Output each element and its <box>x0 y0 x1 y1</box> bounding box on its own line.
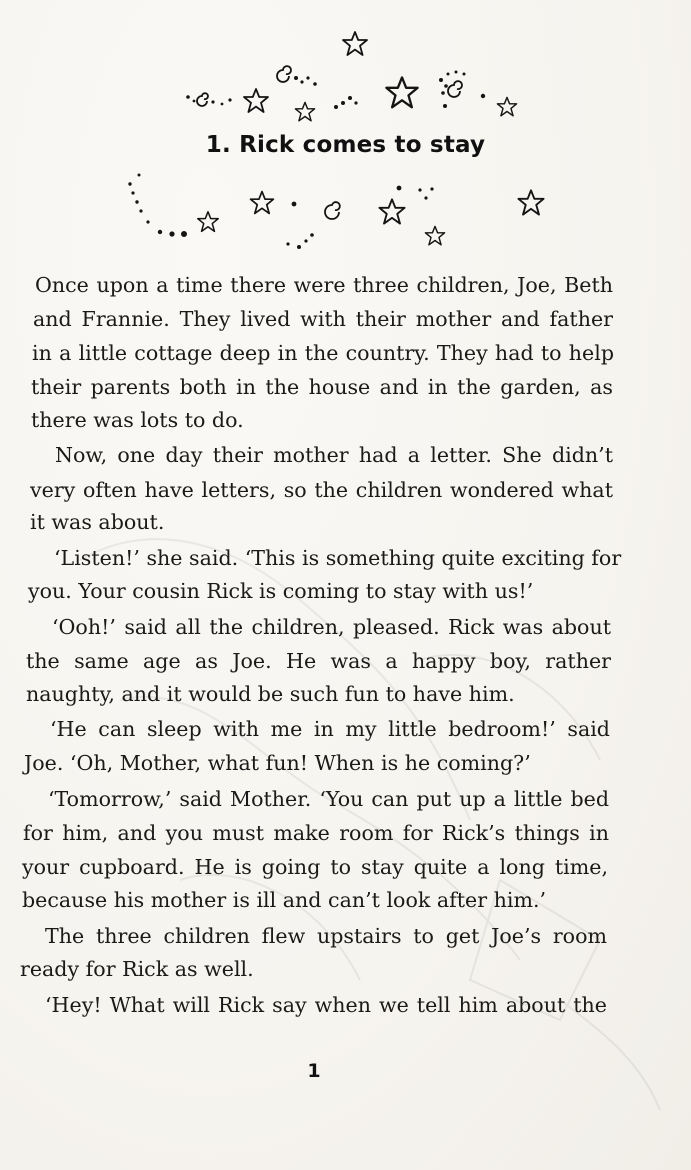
text-line: naughty, and it would be such fun to have him. <box>26 682 515 706</box>
text-line: because his mother is ill and can’t look after him.’ <box>22 888 547 912</box>
text-line: ‘Tomorrow,’ said Mother. ‘You can put up a little bed <box>48 787 609 811</box>
text-line: The three children flew upstairs to get Joe’s room <box>45 924 607 948</box>
text-line: and Frannie. They lived with their mother and father <box>33 307 613 331</box>
text-line: you. Your cousin Rick is coming to stay with us!’ <box>28 579 534 603</box>
text-line: your cupboard. He is going to stay quite a long time, <box>22 855 608 879</box>
page-number: 1 <box>307 1060 321 1082</box>
star-icon <box>518 190 543 214</box>
text-line: Joe. ‘Oh, Mother, what fun! When is he coming?’ <box>24 751 531 775</box>
text-line: it was about. <box>30 510 165 534</box>
star-icon <box>343 32 367 55</box>
chapter-title: 1. Rick comes to stay <box>205 132 486 158</box>
text-line: ‘Ooh!’ said all the children, pleased. Rick was about <box>52 615 611 639</box>
star-icon <box>244 89 268 112</box>
text-line: their parents both in the house and in the garden, as <box>31 375 613 399</box>
star-icon <box>198 212 218 232</box>
text-line: the same age as Joe. He was a happy boy, rather <box>26 649 611 673</box>
star-icon <box>379 199 404 223</box>
star-icon <box>251 192 274 214</box>
star-icon <box>295 102 314 120</box>
star-icon <box>497 97 516 115</box>
star-icon <box>425 226 444 244</box>
text-line: ‘He can sleep with me in my little bedroom!’ said <box>50 717 610 741</box>
text-line: Once upon a time there were three children, Joe, Beth <box>35 273 613 297</box>
text-line: ready for Rick as well. <box>20 957 254 981</box>
star-icon <box>386 77 417 107</box>
text-line: in a little cottage deep in the country. They had to help <box>32 341 614 365</box>
text-line: ‘Hey! What will Rick say when we tell him about the <box>45 993 607 1017</box>
text-line: there was lots to do. <box>31 408 244 432</box>
text-line: ‘Listen!’ she said. ‘This is something quite exciting for <box>54 546 622 570</box>
text-line: for him, and you must make room for Rick’s things in <box>23 821 609 845</box>
text-line: Now, one day their mother had a letter. She didn’t <box>55 443 613 467</box>
text-line: very often have letters, so the children wondered what <box>30 478 613 502</box>
dots-icon <box>128 71 485 250</box>
